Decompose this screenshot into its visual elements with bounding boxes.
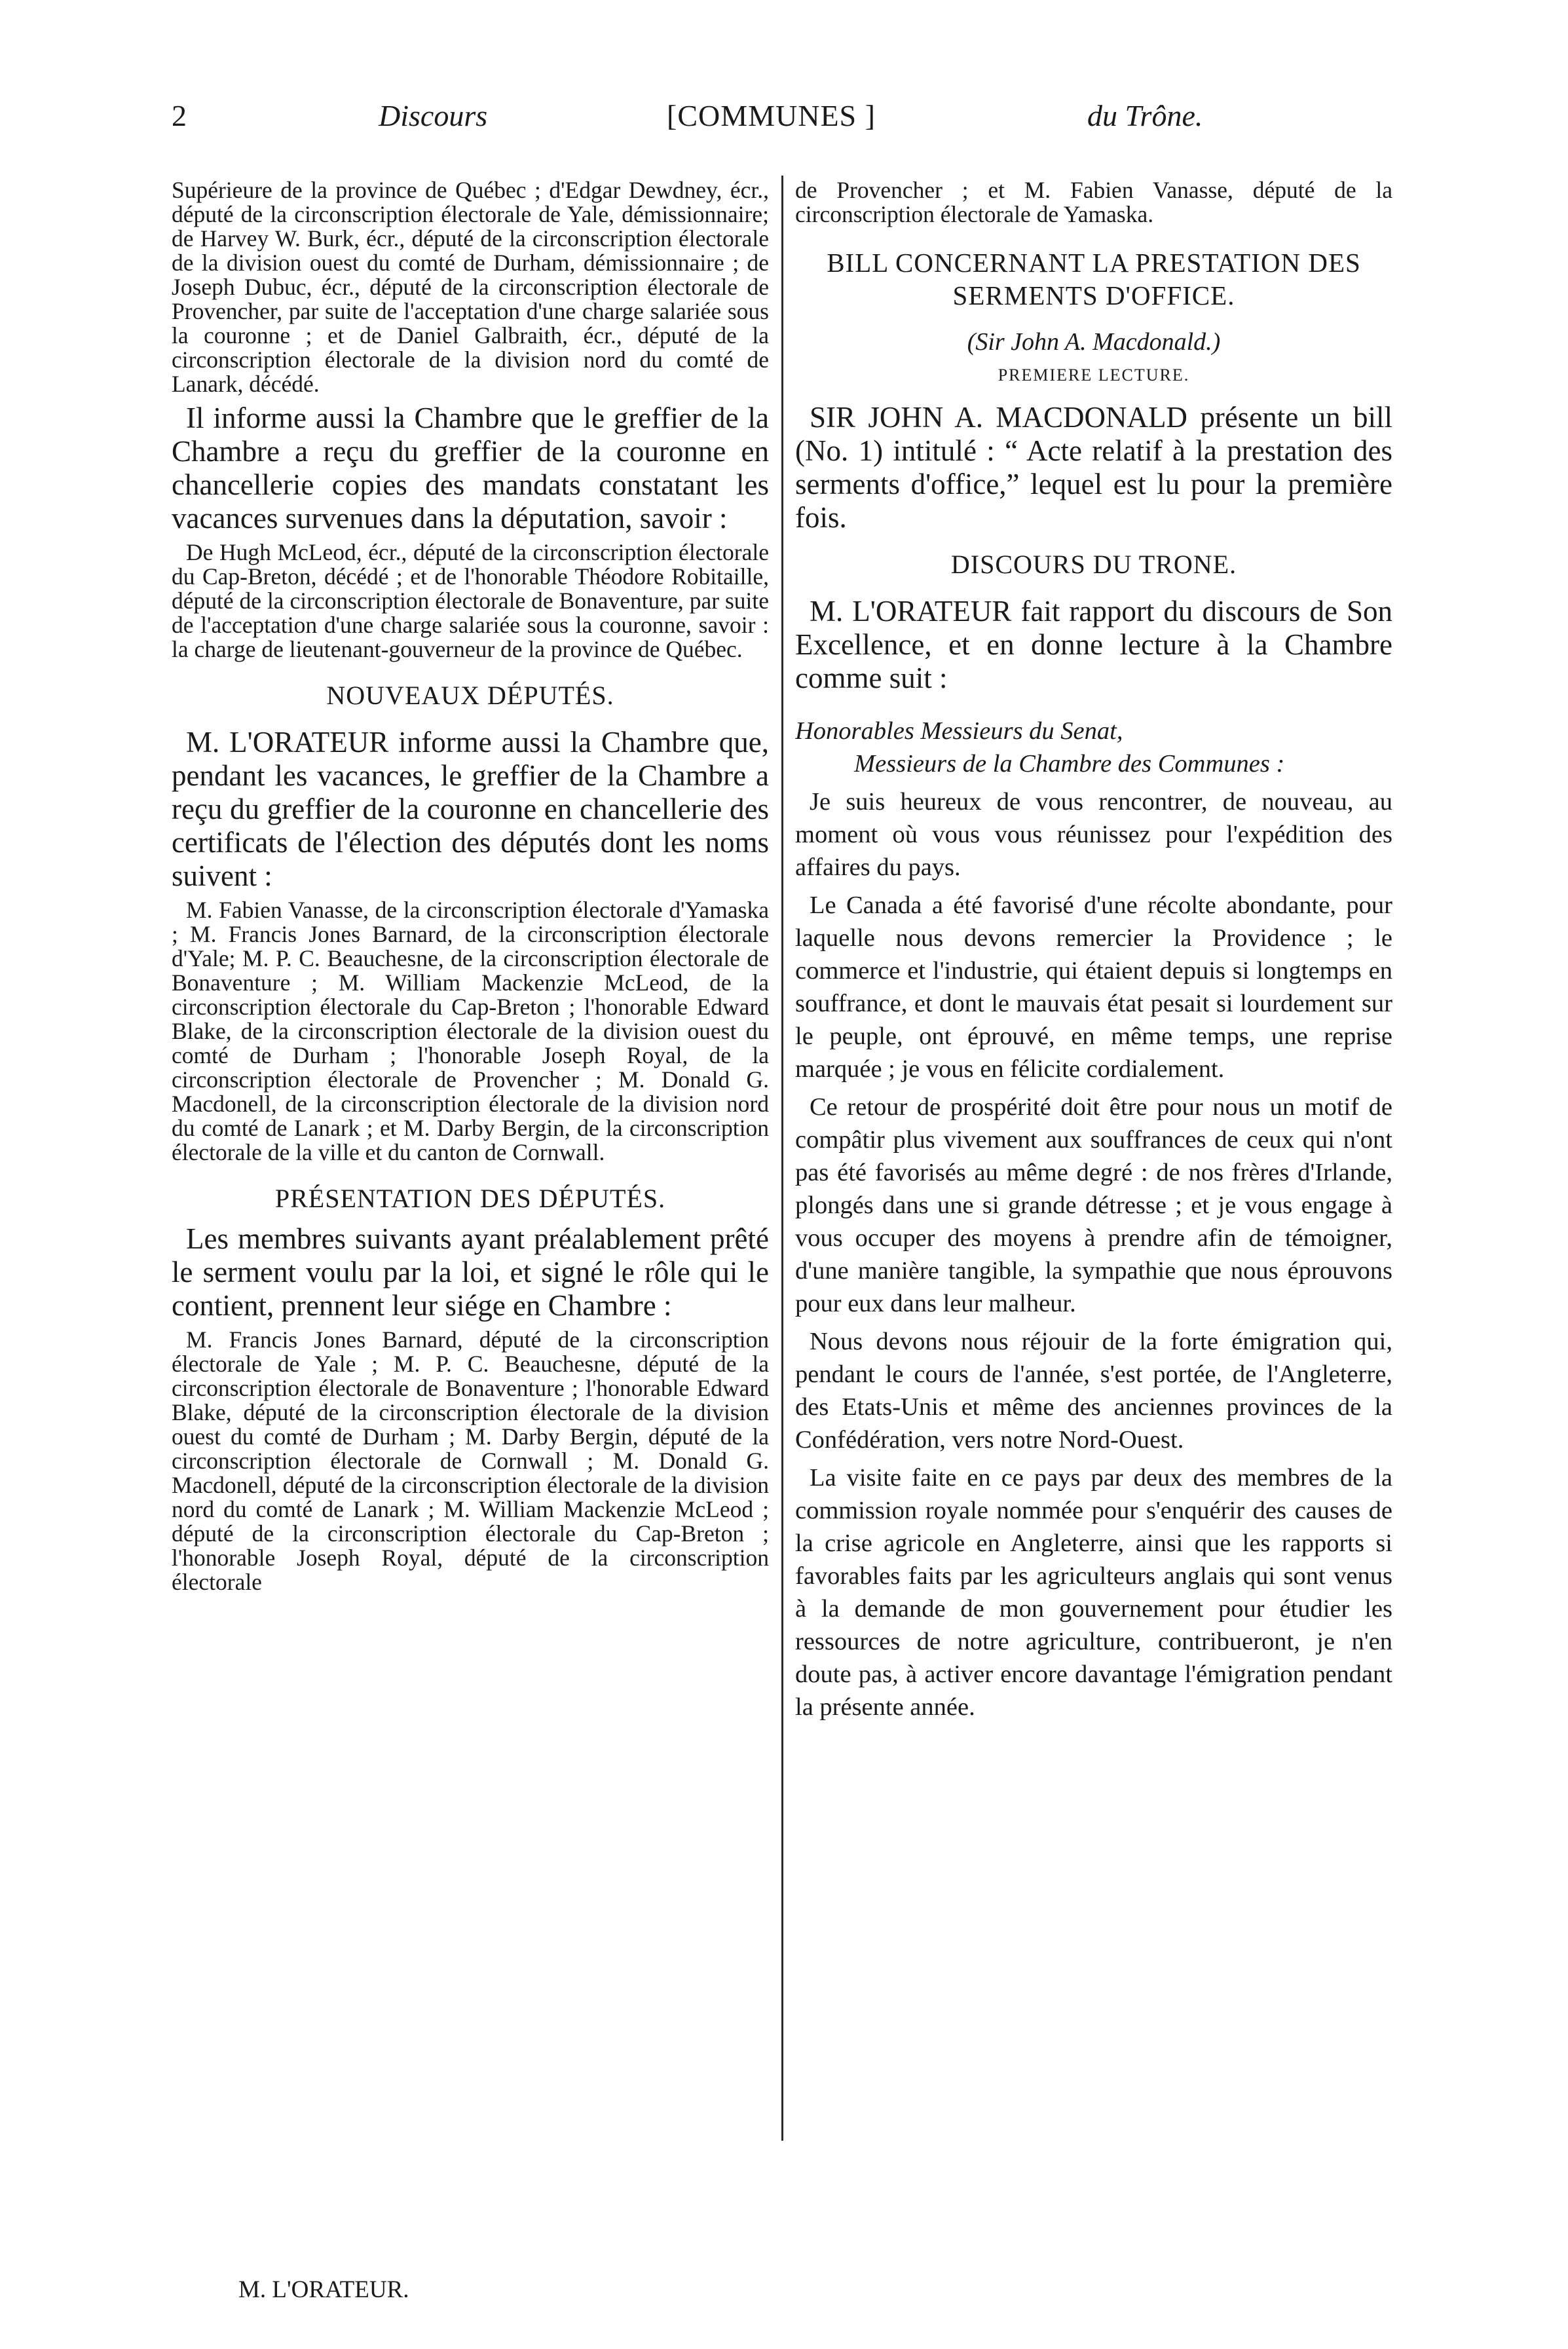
column-divider: [781, 176, 783, 2141]
address-commons: Messieurs de la Chambre des Communes :: [854, 750, 1285, 778]
speaker-name: M. L'ORATEUR: [186, 726, 389, 759]
paragraph-text: fait rapport du discours de Son Excellence, et en donne lecture à la Chambre comme suit :: [795, 595, 1392, 694]
paragraph-writs-list: De Hugh McLeod, écr., député de la circonscription électorale du Cap-Breton, décédé ; et de l'honorable Théodore Robitaille, député de la circonscription électorale de Bonaventure, par suite de l'acceptation d'une charge salariée sous la couronne, savoir : la charge de lieutenant-gouverneur de la province de Québec.: [172, 539, 769, 662]
speech-paragraph-5: La visite faite en ce pays par deux des membres de la commission royale nommée pour s'enquérir des causes de la crise agricole en Angleterre, ainsi que les rapports si favorables faits par les agriculteurs anglais qui sont venus à la demande de mon gouvernement pour étudier les ressources de notre agriculture, contribueront, je n'en doute pas, à activer encore davantage l'émigration pendant la présente année.: [795, 1464, 1392, 1721]
address-senate: Honorables Messieurs du Senat,: [795, 717, 1123, 745]
paragraph-text: présente un bill (No. 1) intitulé : “ Acte relatif à la prestation des serments d'office,” lequel est lu pour la première fois.: [795, 401, 1392, 534]
catchword-text: M. L'ORATEUR.: [238, 2276, 409, 2303]
paragraph-elected-members: M. Fabien Vanasse, de la circonscription électorale d'Yamaska ; M. Francis Jones Barnard, de la circonscription électorale d'Yale; M. P. C. Beauchesne, de la circonscription électorale de Bonaventure ; M. William Mackenzie McLeod, de la circonscription électorale du Cap-Breton ; l'honorable Edward Blake, de la circonscription électorale de la division ouest du comté de Durham ; l'honorable Joseph Royal, de la circonscription électorale de Provencher ; M. Donald G. Macdonell, de la circonscription électorale de la division nord du comté de Lanark ; et M. Darby Bergin, de la circonscription électorale de la ville et du canton de Cornwall.: [172, 897, 769, 1165]
heading-introduction-members: PRÉSENTATION DES DÉPUTÉS.: [274, 1184, 666, 1213]
left-column: [172, 178, 769, 1594]
first-reading-label: PREMIERE LECTURE.: [998, 366, 1190, 385]
paragraph-speaker-reports: [795, 595, 1392, 695]
heading-speech-throne: DISCOURS DU TRONE.: [950, 550, 1237, 579]
header-left: Discours: [379, 99, 488, 132]
speech-paragraph-3: Ce retour de prospérité doit être pour nous un motif de compâtir plus vivement aux souffrances de ceux qui n'ont pas été favorisés au même degré : de nos frères d'Irlande, plongés dans une si grande détresse ; et je vous engage à vous occuper des moyens à prendre afin de témoigner, d'une manière tangible, la sympathie que nous éprouvons pour eux dans leur malheur.: [795, 1093, 1392, 1317]
heading-bill-oaths: BILL CONCERNANT LA PRESTATION DES SERMENTS D'OFFICE.: [827, 248, 1361, 310]
paragraph-clerk-writs: Il informe aussi la Chambre que le greffier de la Chambre a reçu du greffier de la couronne en chancellerie copies des mandats constatant les vacances survenues dans la députation, savoir :: [172, 402, 769, 535]
speech-paragraph-1: Je suis heureux de vous rencontrer, de nouveau, au moment où vous vous réunissez pour l'expédition des affaires du pays.: [795, 788, 1392, 881]
paragraph-bill-introduced: [795, 401, 1392, 535]
page-number: 2: [172, 99, 187, 132]
paragraph-vacancies-list: Supérieure de la province de Québec ; d'Edgar Dewdney, écr., député de la circonscription électorale de Yale, démissionnaire; de Harvey W. Burk, écr., député de la circonscription électorale de la division ouest du comté de Durham, démissionnaire ; de Joseph Dubuc, écr., député de la circonscription électorale de Provencher, par suite de l'acceptation d'une charge salariée sous la couronne ; et de Daniel Galbraith, écr., député de la circonscription électorale de la division nord du comté de Lanark, décédé.: [172, 178, 769, 397]
paragraph-oath: Les membres suivants ayant préalablement prêté le serment voulu par la loi, et signé le rôle qui le contient, prennent leur siége en Chambre :: [172, 1222, 769, 1322]
header-center: [COMMUNES ]: [667, 99, 876, 132]
paragraph-continuation: de Provencher ; et M. Fabien Vanasse, député de la circonscription électorale de Yamaska.: [795, 178, 1392, 227]
paragraph-text: informe aussi la Chambre que, pendant les vacances, le greffier de la Chambre a reçu du greffier de la couronne en chancellerie des certificats de l'élection des députés dont les noms suivent :: [172, 726, 769, 892]
paragraph-speaker-certificates: [172, 726, 769, 893]
header-right: du Trône.: [1087, 99, 1203, 132]
catchword: [238, 2276, 409, 2304]
running-header: [172, 98, 1233, 144]
speech-paragraph-2: Le Canada a été favorisé d'une récolte abondante, pour laquelle nous devons remercier la Providence ; le commerce et l'industrie, qui étaient depuis si longtemps en souffrance, et dont le mauvais état pesait si lourdement sur le peuple, ont éprouvé, en même temps, une reprise marquée ; je vous en félicite cordialement.: [795, 892, 1392, 1083]
heading-new-members: NOUVEAUX DÉPUTÉS.: [326, 681, 614, 710]
right-column: [795, 178, 1392, 1723]
paragraph-members-seated: M. Francis Jones Barnard, député de la circonscription électorale de Yale ; M. P. C. Beauchesne, député de la circonscription électorale de Bonaventure ; l'honorable Edward Blake, député de la circonscription électorale de la division ouest du comté de Durham ; M. Darby Bergin, député de la circonscription électorale de Cornwall ; M. Donald G. Macdonell, député de la circonscription électorale de la division nord du comté de Lanark ; M. William Mackenzie McLeod ; député de la circonscription électorale du Cap-Breton ; l'honorable Joseph Royal, député de la circonscription électorale: [172, 1326, 769, 1594]
speaker-name: M. L'ORATEUR: [810, 595, 1012, 628]
member-name: SIR JOHN A. MACDONALD: [810, 401, 1187, 434]
bill-sponsor: (Sir John A. Macdonald.): [967, 328, 1221, 356]
speech-paragraph-4: Nous devons nous réjouir de la forte émigration qui, pendant le cours de l'année, s'est portée, de l'Angleterre, des Etats-Unis et même des anciennes provinces de la Confédération, vers notre Nord-Ouest.: [795, 1328, 1392, 1454]
